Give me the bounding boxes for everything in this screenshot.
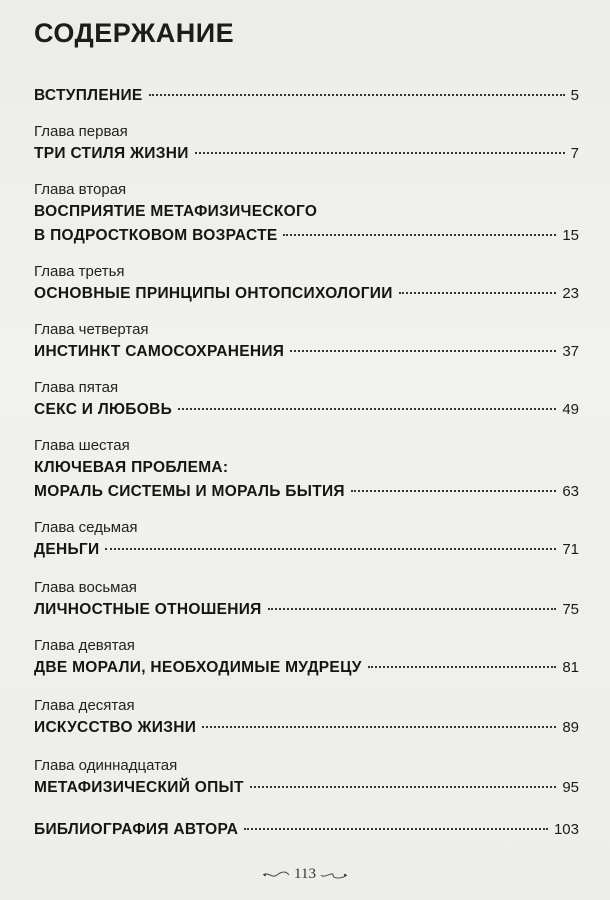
- toc-page-number: 75: [562, 601, 579, 618]
- toc-entry: [34, 84, 579, 108]
- toc-line: [34, 84, 579, 108]
- chapter-label: Глава седьмая: [34, 519, 138, 536]
- toc-entry-title: МЕТАФИЗИЧЕСКИЙ ОПЫТ: [34, 779, 244, 796]
- toc-line: [34, 340, 579, 364]
- right-ornament-icon: [320, 871, 348, 879]
- chapter-label: Глава вторая: [34, 181, 127, 198]
- dot-leader: [178, 408, 556, 410]
- toc-entry: [34, 378, 579, 422]
- toc-line: [34, 224, 579, 248]
- toc-entry-title: ТРИ СТИЛЯ ЖИЗНИ: [34, 145, 189, 162]
- toc-entry-title: ИНСТИНКТ САМОСОХРАНЕНИЯ: [34, 343, 285, 360]
- toc-entry: [34, 320, 579, 364]
- toc-entry: [34, 180, 579, 248]
- toc-page-number: 103: [553, 821, 579, 838]
- dot-leader: [283, 234, 556, 236]
- chapter-label: Глава первая: [34, 123, 128, 140]
- toc-entry: [34, 818, 579, 842]
- toc-page-number: 15: [562, 227, 579, 244]
- toc-line: [34, 398, 579, 422]
- toc-entry: [34, 696, 579, 740]
- dot-leader: [368, 666, 557, 668]
- toc-entry-title: ДЕНЬГИ: [34, 541, 100, 558]
- dot-leader: [351, 490, 556, 492]
- toc-entry: [34, 636, 579, 680]
- toc-entry-title: БИБЛИОГРАФИЯ АВТОРА: [34, 821, 239, 838]
- chapter-label: Глава третья: [34, 263, 125, 280]
- toc-line: [34, 142, 579, 166]
- toc-line: [34, 656, 579, 680]
- toc-entry: [34, 436, 579, 504]
- chapter-label: Глава одиннадцатая: [34, 757, 178, 774]
- page-footer: [0, 866, 610, 883]
- page-title: СОДЕРЖАНИЕ: [34, 18, 235, 48]
- dot-leader: [195, 152, 565, 154]
- toc-page-number: 95: [562, 779, 579, 796]
- toc-entry: [34, 578, 579, 622]
- chapter-label: Глава десятая: [34, 697, 135, 714]
- toc-entry-title: СЕКС И ЛЮБОВЬ: [34, 401, 173, 418]
- dot-leader: [149, 94, 565, 96]
- toc-entry-title: ВОСПРИЯТИЕ МЕТАФИЗИЧЕСКОГО: [34, 203, 318, 220]
- toc-entry: [34, 262, 579, 306]
- toc-entry-title: ОСНОВНЫЕ ПРИНЦИПЫ ОНТОПСИХОЛОГИИ: [34, 285, 393, 302]
- toc-line: [34, 598, 579, 622]
- toc-page-number: 89: [562, 719, 579, 736]
- toc-line: [34, 776, 579, 800]
- toc-entry: [34, 122, 579, 166]
- toc-page-number: 49: [562, 401, 579, 418]
- toc-page-number: 37: [562, 343, 579, 360]
- toc-page-number: 5: [570, 87, 579, 104]
- toc-entry-title: ЛИЧНОСТНЫЕ ОТНОШЕНИЯ: [34, 601, 262, 618]
- toc-entry-title: МОРАЛЬ СИСТЕМЫ И МОРАЛЬ БЫТИЯ: [34, 483, 345, 500]
- dot-leader: [399, 292, 557, 294]
- toc-page-number: 23: [562, 285, 579, 302]
- toc-line: [34, 818, 579, 842]
- toc-line: [34, 480, 579, 504]
- toc-line: [34, 456, 579, 480]
- dot-leader: [105, 548, 556, 550]
- dot-leader: [290, 350, 556, 352]
- toc-entry: [34, 756, 579, 800]
- chapter-label: Глава восьмая: [34, 579, 137, 596]
- toc-page-number: 71: [562, 541, 579, 558]
- toc-line: [34, 716, 579, 740]
- chapter-label: Глава четвертая: [34, 321, 149, 338]
- toc-entry-title: КЛЮЧЕВАЯ ПРОБЛЕМА:: [34, 459, 229, 476]
- toc-page-number: 63: [562, 483, 579, 500]
- chapter-label: Глава девятая: [34, 637, 135, 654]
- toc-line: [34, 200, 579, 224]
- chapter-label: Глава шестая: [34, 437, 130, 454]
- toc-line: [34, 538, 579, 562]
- toc-line: [34, 282, 579, 306]
- toc-entry-title: В ПОДРОСТКОВОМ ВОЗРАСТЕ: [34, 227, 278, 244]
- dot-leader: [268, 608, 557, 610]
- page-number: 113: [294, 866, 316, 882]
- toc-entry-title: ВСТУПЛЕНИЕ: [34, 87, 143, 104]
- dot-leader: [202, 726, 556, 728]
- toc-page-number: 7: [570, 145, 579, 162]
- dot-leader: [250, 786, 557, 788]
- toc-entry-title: ДВЕ МОРАЛИ, НЕОБХОДИМЫЕ МУДРЕЦУ: [34, 659, 362, 676]
- toc-entry-title: ИСКУССТВО ЖИЗНИ: [34, 719, 197, 736]
- chapter-label: Глава пятая: [34, 379, 119, 396]
- toc-page-number: 81: [562, 659, 579, 676]
- dot-leader: [244, 828, 548, 830]
- left-ornament-icon: [262, 871, 290, 879]
- toc-entry: [34, 518, 579, 562]
